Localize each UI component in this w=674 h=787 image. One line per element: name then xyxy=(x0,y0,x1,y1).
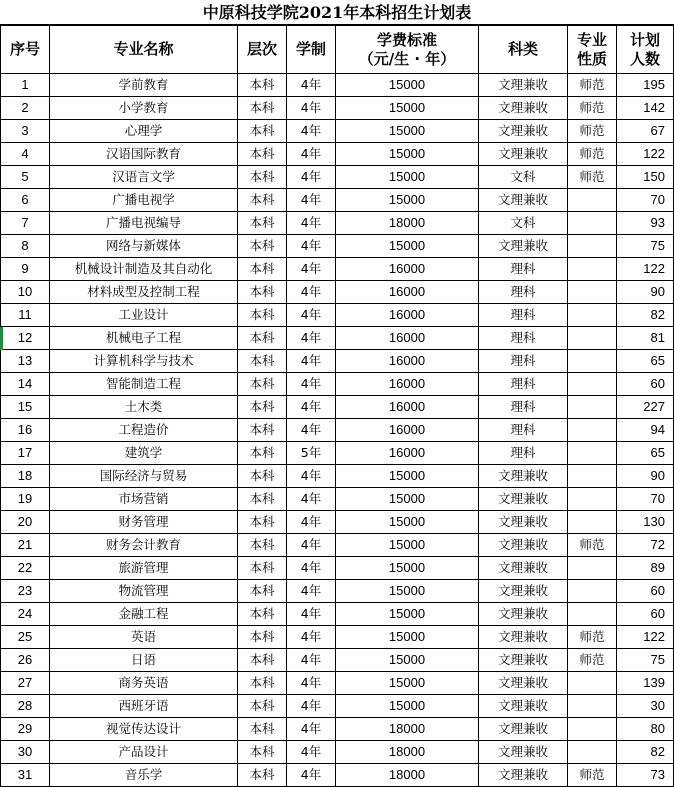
table-row xyxy=(1,258,674,281)
cell-category[interactable]: 文理兼收 xyxy=(479,235,568,258)
cell-fee[interactable]: 15000 xyxy=(336,465,479,488)
table-row xyxy=(1,626,674,649)
cell-years[interactable]: 4年 xyxy=(287,396,336,419)
cell-level[interactable]: 本科 xyxy=(238,534,287,557)
cell-seq[interactable]: 8 xyxy=(1,235,50,258)
cell-level[interactable]: 本科 xyxy=(238,511,287,534)
table-row xyxy=(1,764,674,787)
cell-years[interactable]: 4年 xyxy=(287,258,336,281)
cell-years[interactable]: 4年 xyxy=(287,718,336,741)
cell-major[interactable]: 汉语国际教育 xyxy=(50,143,238,166)
cell-category[interactable]: 文理兼收 xyxy=(479,557,568,580)
cell-major[interactable]: 机械设计制造及其自动化 xyxy=(50,258,238,281)
cell-seq[interactable]: 29 xyxy=(1,718,50,741)
header-years[interactable]: 学制 xyxy=(287,26,336,74)
cell-level[interactable]: 本科 xyxy=(238,373,287,396)
table-row xyxy=(1,281,674,304)
cell-category[interactable]: 文理兼收 xyxy=(479,97,568,120)
table-row xyxy=(1,120,674,143)
cell-major[interactable]: 英语 xyxy=(50,626,238,649)
cell-category[interactable]: 文理兼收 xyxy=(479,626,568,649)
table-row xyxy=(1,580,674,603)
cell-nature[interactable] xyxy=(568,304,617,327)
cell-major[interactable]: 国际经济与贸易 xyxy=(50,465,238,488)
cell-plan-count[interactable]: 122 xyxy=(617,626,674,649)
cell-nature[interactable] xyxy=(568,580,617,603)
cell-plan-count[interactable]: 139 xyxy=(617,672,674,695)
cell-major[interactable]: 市场营销 xyxy=(50,488,238,511)
cell-plan-count[interactable]: 90 xyxy=(617,281,674,304)
cell-fee[interactable]: 18000 xyxy=(336,212,479,235)
cell-fee[interactable]: 15000 xyxy=(336,120,479,143)
cell-plan-count[interactable]: 82 xyxy=(617,741,674,764)
cell-years[interactable]: 4年 xyxy=(287,235,336,258)
cell-years[interactable]: 4年 xyxy=(287,534,336,557)
cell-major[interactable]: 广播电视编导 xyxy=(50,212,238,235)
cell-fee[interactable]: 16000 xyxy=(336,442,479,465)
cell-level[interactable]: 本科 xyxy=(238,327,287,350)
cell-fee[interactable]: 16000 xyxy=(336,258,479,281)
cell-category[interactable]: 文理兼收 xyxy=(479,511,568,534)
cell-years[interactable]: 4年 xyxy=(287,511,336,534)
cell-years[interactable]: 4年 xyxy=(287,304,336,327)
cell-category[interactable]: 文科 xyxy=(479,212,568,235)
cell-seq[interactable]: 16 xyxy=(1,419,50,442)
cell-fee[interactable]: 18000 xyxy=(336,764,479,787)
cell-plan-count[interactable]: 142 xyxy=(617,97,674,120)
cell-plan-count[interactable]: 65 xyxy=(617,442,674,465)
cell-seq[interactable]: 28 xyxy=(1,695,50,718)
cell-major[interactable]: 物流管理 xyxy=(50,580,238,603)
cell-nature[interactable] xyxy=(568,672,617,695)
cell-seq[interactable]: 4 xyxy=(1,143,50,166)
cell-major[interactable]: 建筑学 xyxy=(50,442,238,465)
cell-fee[interactable]: 15000 xyxy=(336,235,479,258)
cell-nature[interactable] xyxy=(568,258,617,281)
cell-plan-count[interactable]: 30 xyxy=(617,695,674,718)
cell-years[interactable]: 4年 xyxy=(287,626,336,649)
cell-fee[interactable]: 16000 xyxy=(336,419,479,442)
header-level[interactable]: 层次 xyxy=(238,26,287,74)
cell-years[interactable]: 4年 xyxy=(287,281,336,304)
table-row xyxy=(1,741,674,764)
cell-years[interactable]: 4年 xyxy=(287,189,336,212)
cell-plan-count[interactable]: 70 xyxy=(617,488,674,511)
cell-level[interactable]: 本科 xyxy=(238,166,287,189)
cell-seq[interactable]: 17 xyxy=(1,442,50,465)
cell-category[interactable]: 文科 xyxy=(479,166,568,189)
cell-years[interactable]: 4年 xyxy=(287,695,336,718)
cell-nature[interactable] xyxy=(568,235,617,258)
cell-category[interactable]: 文理兼收 xyxy=(479,764,568,787)
cell-seq[interactable]: 13 xyxy=(1,350,50,373)
cell-years[interactable]: 4年 xyxy=(287,741,336,764)
cell-seq[interactable]: 24 xyxy=(1,603,50,626)
cell-level[interactable]: 本科 xyxy=(238,396,287,419)
cell-major[interactable]: 金融工程 xyxy=(50,603,238,626)
cell-nature[interactable]: 师范 xyxy=(568,143,617,166)
cell-major[interactable]: 网络与新媒体 xyxy=(50,235,238,258)
cell-seq[interactable]: 27 xyxy=(1,672,50,695)
cell-plan-count[interactable]: 73 xyxy=(617,764,674,787)
cell-fee[interactable]: 16000 xyxy=(336,304,479,327)
cell-major[interactable]: 商务英语 xyxy=(50,672,238,695)
cell-nature[interactable]: 师范 xyxy=(568,120,617,143)
cell-category[interactable]: 文理兼收 xyxy=(479,672,568,695)
cell-nature[interactable] xyxy=(568,189,617,212)
cell-level[interactable]: 本科 xyxy=(238,212,287,235)
cell-seq[interactable]: 18 xyxy=(1,465,50,488)
cell-nature[interactable]: 师范 xyxy=(568,764,617,787)
cell-plan-count[interactable]: 90 xyxy=(617,465,674,488)
cell-major[interactable]: 汉语言文学 xyxy=(50,166,238,189)
cell-years[interactable]: 4年 xyxy=(287,74,336,97)
cell-fee[interactable]: 15000 xyxy=(336,143,479,166)
cell-fee[interactable]: 15000 xyxy=(336,189,479,212)
cell-major[interactable]: 学前教育 xyxy=(50,74,238,97)
header-row xyxy=(1,26,674,74)
table-row xyxy=(1,511,674,534)
cell-level[interactable]: 本科 xyxy=(238,258,287,281)
cell-seq[interactable]: 5 xyxy=(1,166,50,189)
cell-category[interactable]: 文理兼收 xyxy=(479,741,568,764)
cell-plan-count[interactable]: 80 xyxy=(617,718,674,741)
cell-category[interactable]: 理科 xyxy=(479,304,568,327)
cell-fee[interactable]: 15000 xyxy=(336,557,479,580)
table-row xyxy=(1,166,674,189)
cell-nature[interactable] xyxy=(568,511,617,534)
table-row xyxy=(1,97,674,120)
cell-level[interactable]: 本科 xyxy=(238,695,287,718)
cell-nature[interactable]: 师范 xyxy=(568,97,617,120)
cell-plan-count[interactable]: 60 xyxy=(617,580,674,603)
cell-plan-count[interactable]: 82 xyxy=(617,304,674,327)
cell-category[interactable]: 理科 xyxy=(479,396,568,419)
cell-seq[interactable]: 26 xyxy=(1,649,50,672)
cell-level[interactable]: 本科 xyxy=(238,764,287,787)
cell-category[interactable]: 理科 xyxy=(479,327,568,350)
cell-years[interactable]: 4年 xyxy=(287,212,336,235)
cell-level[interactable]: 本科 xyxy=(238,557,287,580)
cell-major[interactable]: 财务会计教育 xyxy=(50,534,238,557)
cell-plan-count[interactable]: 65 xyxy=(617,350,674,373)
cell-seq[interactable]: 6 xyxy=(1,189,50,212)
table-row xyxy=(1,465,674,488)
cell-fee[interactable]: 16000 xyxy=(336,281,479,304)
cell-fee[interactable]: 15000 xyxy=(336,74,479,97)
cell-major[interactable]: 旅游管理 xyxy=(50,557,238,580)
cell-plan-count[interactable]: 89 xyxy=(617,557,674,580)
cell-plan-count[interactable]: 93 xyxy=(617,212,674,235)
cell-years[interactable]: 4年 xyxy=(287,488,336,511)
cell-level[interactable]: 本科 xyxy=(238,97,287,120)
header-plan-count[interactable]: 计划 人数 xyxy=(617,26,674,74)
cell-years[interactable]: 4年 xyxy=(287,120,336,143)
cell-nature[interactable]: 师范 xyxy=(568,166,617,189)
cell-seq[interactable]: 10 xyxy=(1,281,50,304)
cell-category[interactable]: 文理兼收 xyxy=(479,695,568,718)
cell-plan-count[interactable]: 130 xyxy=(617,511,674,534)
cell-category[interactable]: 文理兼收 xyxy=(479,580,568,603)
cell-nature[interactable] xyxy=(568,442,617,465)
cell-plan-count[interactable]: 122 xyxy=(617,143,674,166)
cell-level[interactable]: 本科 xyxy=(238,419,287,442)
enrollment-plan-table xyxy=(0,25,674,787)
cell-seq[interactable]: 7 xyxy=(1,212,50,235)
cell-years[interactable]: 4年 xyxy=(287,97,336,120)
cell-nature[interactable] xyxy=(568,396,617,419)
cell-major[interactable]: 心理学 xyxy=(50,120,238,143)
cell-category[interactable]: 文理兼收 xyxy=(479,120,568,143)
cell-fee[interactable]: 16000 xyxy=(336,350,479,373)
header-nature[interactable]: 专业 性质 xyxy=(568,26,617,74)
cell-major[interactable]: 智能制造工程 xyxy=(50,373,238,396)
cell-seq[interactable]: 25 xyxy=(1,626,50,649)
cell-seq[interactable]: 30 xyxy=(1,741,50,764)
cell-nature[interactable] xyxy=(568,488,617,511)
cell-category[interactable]: 理科 xyxy=(479,442,568,465)
cell-nature[interactable] xyxy=(568,557,617,580)
row-selection-marker xyxy=(0,327,3,350)
table-row xyxy=(1,718,674,741)
cell-nature[interactable]: 师范 xyxy=(568,74,617,97)
cell-seq[interactable]: 2 xyxy=(1,97,50,120)
cell-major[interactable]: 材料成型及控制工程 xyxy=(50,281,238,304)
cell-plan-count[interactable]: 67 xyxy=(617,120,674,143)
cell-years[interactable]: 4年 xyxy=(287,580,336,603)
cell-level[interactable]: 本科 xyxy=(238,465,287,488)
header-major[interactable]: 专业名称 xyxy=(50,26,238,74)
cell-level[interactable]: 本科 xyxy=(238,120,287,143)
cell-category[interactable]: 文理兼收 xyxy=(479,649,568,672)
cell-category[interactable]: 理科 xyxy=(479,373,568,396)
cell-nature[interactable] xyxy=(568,212,617,235)
cell-plan-count[interactable]: 227 xyxy=(617,396,674,419)
cell-level[interactable]: 本科 xyxy=(238,235,287,258)
cell-fee[interactable]: 15000 xyxy=(336,649,479,672)
cell-level[interactable]: 本科 xyxy=(238,143,287,166)
cell-fee[interactable]: 16000 xyxy=(336,396,479,419)
cell-seq[interactable]: 1 xyxy=(1,74,50,97)
cell-fee[interactable]: 16000 xyxy=(336,373,479,396)
cell-seq[interactable]: 9 xyxy=(1,258,50,281)
cell-seq[interactable]: 11 xyxy=(1,304,50,327)
cell-level[interactable]: 本科 xyxy=(238,442,287,465)
cell-major[interactable]: 小学教育 xyxy=(50,97,238,120)
cell-nature[interactable] xyxy=(568,373,617,396)
cell-fee[interactable]: 18000 xyxy=(336,718,479,741)
cell-fee[interactable]: 16000 xyxy=(336,327,479,350)
cell-years[interactable]: 4年 xyxy=(287,649,336,672)
cell-seq[interactable]: 20 xyxy=(1,511,50,534)
cell-nature[interactable] xyxy=(568,465,617,488)
cell-plan-count[interactable]: 75 xyxy=(617,649,674,672)
cell-years[interactable]: 4年 xyxy=(287,672,336,695)
cell-major[interactable]: 机械电子工程 xyxy=(50,327,238,350)
cell-level[interactable]: 本科 xyxy=(238,488,287,511)
cell-level[interactable]: 本科 xyxy=(238,603,287,626)
cell-fee[interactable]: 15000 xyxy=(336,580,479,603)
cell-category[interactable]: 文理兼收 xyxy=(479,718,568,741)
table-row xyxy=(1,442,674,465)
cell-major[interactable]: 日语 xyxy=(50,649,238,672)
table-row xyxy=(1,695,674,718)
cell-plan-count[interactable]: 94 xyxy=(617,419,674,442)
cell-fee[interactable]: 15000 xyxy=(336,97,479,120)
sheet-title[interactable]: 中原科技学院2021年本科招生计划表 xyxy=(0,0,674,25)
cell-plan-count[interactable]: 70 xyxy=(617,189,674,212)
cell-level[interactable]: 本科 xyxy=(238,580,287,603)
cell-nature[interactable] xyxy=(568,695,617,718)
table-row xyxy=(1,534,674,557)
header-seq[interactable]: 序号 xyxy=(1,26,50,74)
cell-seq[interactable]: 15 xyxy=(1,396,50,419)
table-row xyxy=(1,327,674,350)
cell-nature[interactable] xyxy=(568,603,617,626)
cell-level[interactable]: 本科 xyxy=(238,741,287,764)
table-row xyxy=(1,189,674,212)
cell-years[interactable]: 4年 xyxy=(287,143,336,166)
cell-seq[interactable]: 19 xyxy=(1,488,50,511)
table-body xyxy=(1,74,674,787)
table-row xyxy=(1,488,674,511)
cell-seq[interactable]: 23 xyxy=(1,580,50,603)
table-row xyxy=(1,373,674,396)
cell-major[interactable]: 音乐学 xyxy=(50,764,238,787)
cell-major[interactable]: 视觉传达设计 xyxy=(50,718,238,741)
cell-seq[interactable]: 21 xyxy=(1,534,50,557)
table-row xyxy=(1,212,674,235)
cell-plan-count[interactable]: 195 xyxy=(617,74,674,97)
cell-major[interactable]: 工程造价 xyxy=(50,419,238,442)
table-row xyxy=(1,235,674,258)
cell-nature[interactable] xyxy=(568,718,617,741)
cell-years[interactable]: 4年 xyxy=(287,764,336,787)
cell-fee[interactable]: 15000 xyxy=(336,534,479,557)
cell-years[interactable]: 4年 xyxy=(287,419,336,442)
cell-nature[interactable]: 师范 xyxy=(568,534,617,557)
table-row xyxy=(1,143,674,166)
cell-plan-count[interactable]: 81 xyxy=(617,327,674,350)
cell-category[interactable]: 文理兼收 xyxy=(479,603,568,626)
cell-years[interactable]: 4年 xyxy=(287,557,336,580)
table-row xyxy=(1,649,674,672)
cell-fee[interactable]: 15000 xyxy=(336,626,479,649)
cell-years[interactable]: 4年 xyxy=(287,327,336,350)
cell-category[interactable]: 文理兼收 xyxy=(479,189,568,212)
cell-nature[interactable] xyxy=(568,281,617,304)
cell-level[interactable]: 本科 xyxy=(238,626,287,649)
cell-nature[interactable]: 师范 xyxy=(568,626,617,649)
header-category[interactable]: 科类 xyxy=(479,26,568,74)
cell-level[interactable]: 本科 xyxy=(238,281,287,304)
cell-category[interactable]: 理科 xyxy=(479,419,568,442)
cell-fee[interactable]: 15000 xyxy=(336,511,479,534)
cell-major[interactable]: 工业设计 xyxy=(50,304,238,327)
cell-plan-count[interactable]: 60 xyxy=(617,603,674,626)
cell-nature[interactable] xyxy=(568,327,617,350)
cell-fee[interactable]: 15000 xyxy=(336,695,479,718)
table-row xyxy=(1,350,674,373)
cell-category[interactable]: 文理兼收 xyxy=(479,74,568,97)
cell-level[interactable]: 本科 xyxy=(238,304,287,327)
cell-seq[interactable]: 14 xyxy=(1,373,50,396)
cell-plan-count[interactable]: 75 xyxy=(617,235,674,258)
table-row xyxy=(1,304,674,327)
cell-major[interactable]: 产品设计 xyxy=(50,741,238,764)
cell-level[interactable]: 本科 xyxy=(238,718,287,741)
cell-seq[interactable]: 12 xyxy=(1,327,50,350)
table-row xyxy=(1,74,674,97)
cell-major[interactable]: 广播电视学 xyxy=(50,189,238,212)
table-row xyxy=(1,396,674,419)
table-row xyxy=(1,557,674,580)
header-fee[interactable]: 学费标准 （元/生 · 年） xyxy=(336,26,479,74)
cell-category[interactable]: 文理兼收 xyxy=(479,488,568,511)
cell-nature[interactable] xyxy=(568,741,617,764)
cell-category[interactable]: 理科 xyxy=(479,350,568,373)
cell-major[interactable]: 计算机科学与技术 xyxy=(50,350,238,373)
cell-years[interactable]: 4年 xyxy=(287,465,336,488)
cell-fee[interactable]: 15000 xyxy=(336,603,479,626)
cell-level[interactable]: 本科 xyxy=(238,672,287,695)
cell-plan-count[interactable]: 60 xyxy=(617,373,674,396)
cell-seq[interactable]: 31 xyxy=(1,764,50,787)
table-row xyxy=(1,672,674,695)
table-row xyxy=(1,419,674,442)
cell-level[interactable]: 本科 xyxy=(238,649,287,672)
cell-fee[interactable]: 18000 xyxy=(336,741,479,764)
cell-years[interactable]: 4年 xyxy=(287,350,336,373)
table-row xyxy=(1,603,674,626)
cell-plan-count[interactable]: 122 xyxy=(617,258,674,281)
cell-category[interactable]: 文理兼收 xyxy=(479,534,568,557)
cell-major[interactable]: 西班牙语 xyxy=(50,695,238,718)
cell-major[interactable]: 土木类 xyxy=(50,396,238,419)
cell-seq[interactable]: 3 xyxy=(1,120,50,143)
cell-plan-count[interactable]: 150 xyxy=(617,166,674,189)
cell-category[interactable]: 文理兼收 xyxy=(479,465,568,488)
cell-fee[interactable]: 15000 xyxy=(336,672,479,695)
cell-fee[interactable]: 15000 xyxy=(336,488,479,511)
cell-years[interactable]: 4年 xyxy=(287,166,336,189)
cell-years[interactable]: 4年 xyxy=(287,603,336,626)
cell-nature[interactable]: 师范 xyxy=(568,649,617,672)
cell-level[interactable]: 本科 xyxy=(238,74,287,97)
cell-level[interactable]: 本科 xyxy=(238,350,287,373)
cell-plan-count[interactable]: 72 xyxy=(617,534,674,557)
cell-category[interactable]: 理科 xyxy=(479,281,568,304)
cell-category[interactable]: 理科 xyxy=(479,258,568,281)
cell-fee[interactable]: 15000 xyxy=(336,166,479,189)
cell-nature[interactable] xyxy=(568,419,617,442)
cell-major[interactable]: 财务管理 xyxy=(50,511,238,534)
cell-years[interactable]: 4年 xyxy=(287,373,336,396)
cell-category[interactable]: 文理兼收 xyxy=(479,143,568,166)
cell-level[interactable]: 本科 xyxy=(238,189,287,212)
cell-nature[interactable] xyxy=(568,350,617,373)
cell-years[interactable]: 5年 xyxy=(287,442,336,465)
cell-seq[interactable]: 22 xyxy=(1,557,50,580)
